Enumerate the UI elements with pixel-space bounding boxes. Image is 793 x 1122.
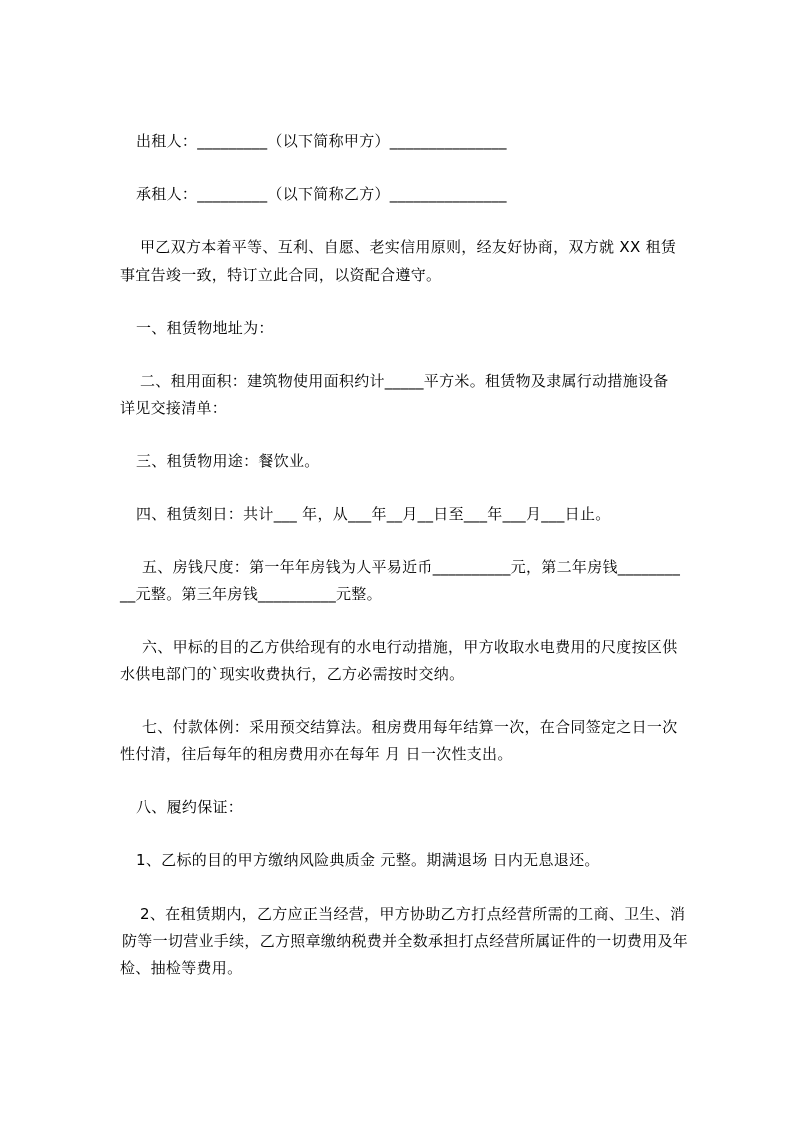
intro-line-1: 甲乙双方本着平等、互利、自愿、老实信用原则，经友好协商，双方就 XX 租赁 bbox=[140, 238, 677, 256]
clause-7-line-1: 七、付款体例：采用预交结算法。租房费用每年结算一次，在合同签定之日一次 bbox=[142, 718, 678, 736]
clause-8-item-2-line-1: 2、在租赁期内，乙方应正当经营，甲方协助乙方打点经营所需的工商、卫生、消 bbox=[140, 905, 686, 923]
clause-2-line-2: 详见交接清单： bbox=[120, 399, 228, 417]
clause-8-item-2-line-3: 检、抽检等费用。 bbox=[120, 959, 243, 977]
clause-4: 四、租赁刻日：共计___ 年，从___年__月__日至___年___月___日止。 bbox=[136, 505, 611, 523]
clause-5-line-2: __元整。第三年房钱__________元整。 bbox=[120, 585, 382, 603]
clause-5-line-1: 五、房钱尺度：第一年年房钱为人平易近币__________元，第二年房钱________ bbox=[142, 558, 681, 576]
clause-2-line-1: 二、租用面积：建筑物使用面积约计_____平方米。租赁物及隶属行动措施设备 bbox=[140, 372, 669, 390]
clause-3: 三、租赁物用途：餐饮业。 bbox=[136, 452, 320, 470]
intro-line-2: 事宜告竣一致，特订立此合同，以资配合遵守。 bbox=[120, 266, 442, 284]
lessee-line: 承租人：_________（以下简称乙方）_______________ bbox=[136, 185, 507, 203]
clause-6-line-1: 六、甲标的目的乙方供给现有的水电行动措施，甲方收取水电费用的尺度按区供 bbox=[142, 638, 678, 656]
clause-8-item-1: 1、乙标的目的甲方缴纳风险典质金 元整。期满退场 日内无息退还。 bbox=[136, 851, 600, 869]
clause-6-line-2: 水供电部门的`现实收费执行，乙方必需按时交纳。 bbox=[120, 665, 465, 683]
clause-1: 一、租赁物地址为： bbox=[136, 319, 274, 337]
lessor-line: 出租人：_________（以下简称甲方）_______________ bbox=[136, 132, 507, 150]
clause-8-item-2-line-2: 防等一切营业手续，乙方照章缴纳税费并全数承担打点经营所属证件的一切费用及年 bbox=[122, 932, 689, 950]
clause-8: 八、履约保证： bbox=[136, 798, 244, 816]
clause-7-line-2: 性付清，往后每年的租房费用亦在每年 月 日一次性支出。 bbox=[120, 745, 513, 763]
